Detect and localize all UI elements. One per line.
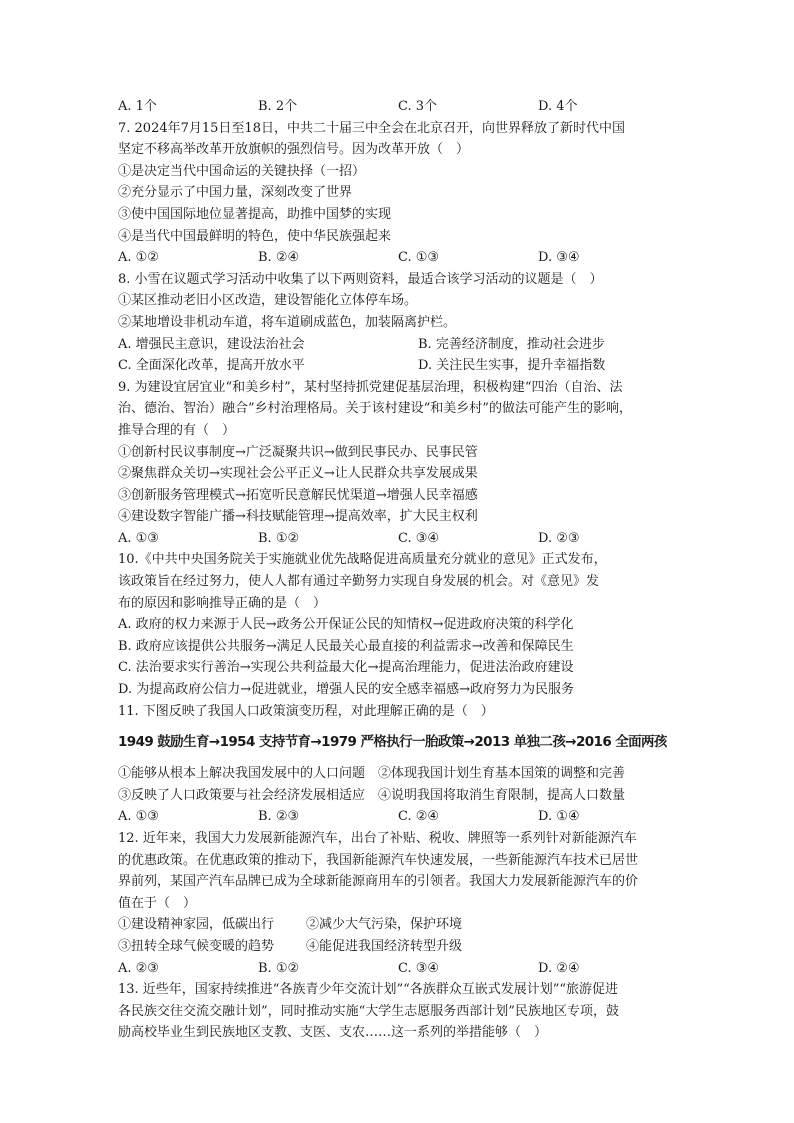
- q6-option-c: C. 3个: [398, 99, 438, 114]
- q9-stem-line-2: 治、德治、智治）融合”乡村治理格局。关于该村建设“和美乡村”的做法可能产生的影响，: [118, 401, 632, 417]
- q9-option-a: A. ①③: [118, 530, 159, 546]
- q12-item-2: ②减少大气污染，保护环境: [306, 917, 463, 933]
- q6-options: [118, 96, 678, 118]
- q11-items-row-2: [118, 785, 678, 807]
- exam-page: [118, 96, 678, 1044]
- q12-stem-line-4: 值在于（ ）: [118, 895, 197, 911]
- q12-item-3: ③扭转全球气候变暖的趋势: [118, 938, 275, 954]
- q12-option-d: D. ②④: [538, 960, 580, 976]
- q8-item-2: ②某地增设非机动车道，将车道刷成蓝色，加装隔离护栏。: [118, 314, 457, 330]
- q13-stem-line-3: 励高校毕业生到民族地区支教、支医、支农……这一系列的举措能够（ ）: [118, 1025, 548, 1041]
- q12-items-row-1: [118, 914, 678, 936]
- q12-option-c: C. ③④: [398, 960, 440, 976]
- q13-stem-line-1: 13. 近些年，国家持续推进“各族青少年交流计划”“各族群众互嵌式发展计划”“旅游促进: [118, 982, 619, 998]
- q11-item-2: ②体现我国计划生育基本国策的调整和完善: [378, 766, 626, 782]
- q12-option-b: B. ①②: [258, 960, 300, 976]
- q7-item-1: ①是决定当代中国命运的关键抉择（一招）: [118, 163, 366, 179]
- q10-option-c: C. 法治要求实行善治→实现公共利益最大化→提高治理能力，促进法治政府建设: [118, 660, 574, 676]
- q6-option-a: A. 1个: [118, 99, 157, 114]
- q9-item-2: ②聚焦群众关切→实现社会公平正义→让人民群众共享发展成果: [118, 466, 478, 482]
- q7-item-2: ②充分显示了中国力量，深刻改变了世界: [118, 185, 353, 201]
- q7-stem-line-1: 7. 2024年7月15日至18日，中共二十届三中全会在北京召开，向世界释放了新时代中国: [118, 120, 625, 136]
- q9-item-1: ①创新村民议事制度→广泛凝聚共识→做到民事民办、民事民管: [118, 444, 478, 460]
- q7-options: [118, 247, 678, 269]
- q8-options-row-1: [118, 334, 678, 356]
- q8-item-1: ①某区推动老旧小区改造，建设智能化立体停车场。: [118, 293, 418, 309]
- q11-option-d: D. ①④: [538, 809, 580, 825]
- q10-option-d: D. 为提高政府公信力→促进就业，增强人民的安全感幸福感→政府努力为民服务: [118, 682, 575, 698]
- q10-stem-line-2: 该政策旨在经过努力，使人人都有通过辛勤努力实现自身发展的机会。对《意见》发: [118, 574, 600, 590]
- q11-item-4: ④说明我国将取消生育限制，提高人口数量: [378, 787, 626, 803]
- q11-option-b: B. ②③: [258, 809, 300, 825]
- q12-options: [118, 958, 678, 980]
- q8-stem-line-1: 8. 小雪在议题式学习活动中收集了以下两则资料，最适合该学习活动的议题是（ ）: [118, 271, 603, 287]
- q8-options-row-2: [118, 355, 678, 377]
- q6-option-b: B. 2个: [258, 99, 298, 114]
- q10-stem-line-3: 布的原因和影响推导正确的是（ ）: [118, 595, 327, 611]
- q12-stem-line-2: 的优惠政策。在优惠政策的推动下，我国新能源汽车快速发展，一些新能源汽车技术已居世: [118, 852, 639, 868]
- q11-items-row-1: [118, 763, 678, 785]
- q10-option-a: A. 政府的权力来源于人民→政务公开保证公民的知情权→促进政府决策的科学化: [118, 617, 574, 633]
- q7-option-b: B. ②④: [258, 250, 300, 266]
- q9-option-c: C. ③④: [398, 530, 440, 546]
- q9-stem-line-1: 9. 为建设宜居宜业“和美乡村”，某村坚持抓党建促基层治理，积极构建“四治（自治、法: [118, 379, 623, 395]
- q9-option-d: D. ②③: [538, 530, 580, 546]
- q12-item-1: ①建设精神家园，低碳出行: [118, 917, 275, 933]
- q9-item-3: ③创新服务管理模式→拓宽听民意解民忧渠道→增强人民幸福感: [118, 487, 478, 503]
- q11-stem-line-1: 11. 下图反映了我国人口政策演变历程，对此理解正确的是（ ）: [118, 703, 494, 719]
- q9-options: [118, 528, 678, 550]
- q7-option-c: C. ①③: [398, 250, 440, 266]
- q11-policy-timeline: 1949 鼓励生育→1954 支持节育→1979 严格执行一胎政策→2013 单独二孩→2016 全面两孩: [118, 734, 667, 751]
- q9-item-4: ④建设数字智能广播→科技赋能管理→提高效率，扩大民主权利: [118, 509, 478, 525]
- q12-stem-line-3: 界前列，某国产汽车品牌已成为全球新能源商用车的引领者。我国大力发展新能源汽车的价: [118, 874, 639, 890]
- q11-item-1: ①能够从根本上解决我国发展中的人口问题: [118, 766, 366, 782]
- q10-stem-line-1: 10.《中共中央国务院关于实施就业优先战略促进高质量充分就业的意见》正式发布，: [118, 552, 607, 568]
- q12-item-4: ④能促进我国经济转型升级: [306, 938, 463, 954]
- q9-option-b: B. ①②: [258, 530, 300, 546]
- q11-options: [118, 806, 678, 828]
- q7-option-d: D. ③④: [538, 250, 580, 266]
- q6-option-d: D. 4个: [538, 99, 578, 114]
- q9-stem-line-3: 推导合理的有（ ）: [118, 422, 236, 438]
- q13-stem-line-2: 各民族交往交流交融计划”，同时推动实施“大学生志愿服务西部计划”民族地区专项，鼓: [118, 1003, 619, 1019]
- q11-item-3: ③反映了人口政策要与社会经济发展相适应: [118, 787, 366, 803]
- q8-option-a: A. 增强民主意识，建设法治社会: [118, 336, 305, 352]
- q10-option-b: B. 政府应该提供公共服务→满足人民最关心最直接的利益需求→改善和保障民生: [118, 638, 574, 654]
- q11-option-a: A. ①③: [118, 809, 159, 825]
- q12-option-a: A. ②③: [118, 960, 159, 976]
- q8-option-c: C. 全面深化改革，提高开放水平: [118, 358, 305, 374]
- q12-stem-line-1: 12. 近年来，我国大力发展新能源汽车，出台了补贴、税收、牌照等一系列针对新能源汽车: [118, 831, 637, 846]
- q7-item-4: ④是当代中国最鲜明的特色，使中华民族强起来: [118, 228, 392, 244]
- q8-option-d: D. 关注民生实事，提升幸福指数: [418, 358, 606, 374]
- q7-item-3: ③使中国国际地位显著提高，助推中国梦的实现: [118, 206, 392, 222]
- q7-option-a: A. ①②: [118, 250, 159, 266]
- q8-option-b: B. 完善经济制度，推动社会进步: [418, 336, 605, 352]
- q7-stem-line-2: 坚定不移高举改革开放旗帜的强烈信号。因为改革开放（ ）: [118, 142, 470, 158]
- q12-items-row-2: [118, 936, 678, 958]
- q11-option-c: C. ②④: [398, 809, 440, 825]
